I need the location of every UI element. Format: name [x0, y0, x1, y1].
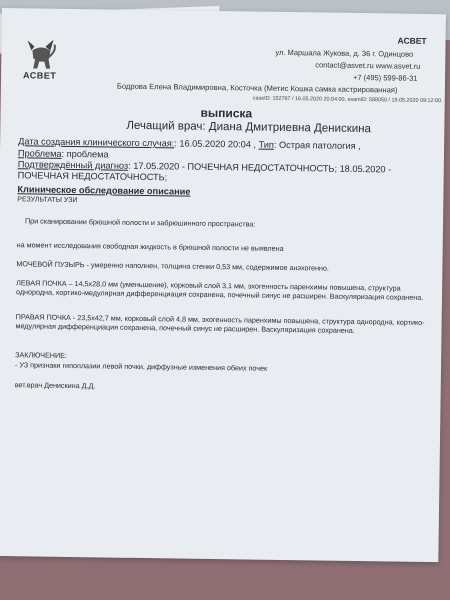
problem-line [18, 148, 109, 159]
conclusion-text: - УЗ признаки гипоплазии левой почки, диффузные изменения обеих почек [14, 360, 268, 373]
clinic-phone: +7 (495) 599-86-31 [353, 72, 418, 83]
signature: вет.врач Денискина Д.Д. [14, 380, 96, 391]
owner-pet-line: Бодрова Елена Владимировна, Косточка (Метис Кошка самка кастрированная) [116, 81, 398, 95]
problem-value: : проблема [61, 148, 109, 160]
right-kidney-finding: ПРАВАЯ ПОЧКА - 23,5x42,7 мм, корковый слой 4,8 мм, эхогенность паренхимы повышена, структура однородна, кортико-медулярная дифференциация сохранена, почечный синус не расширен. Васкуляризация сохранена. [15, 312, 425, 336]
problem-label: Проблема [17, 148, 62, 159]
free-fluid-finding: на момент исследования свободная жидкость в брюшной полости не выявлена [16, 240, 284, 253]
diagnosis-continuation: ПОЧЕЧНАЯ НЕДОСТАТОЧНОСТЬ; [17, 170, 168, 183]
type-label: Тип [258, 139, 274, 150]
diagnosis-value: : 17.05.2020 - ПОЧЕЧНАЯ НЕДОСТАТОЧНОСТЬ; 18.05.2020 - [128, 160, 392, 175]
document-sheet [0, 8, 446, 562]
section-title: Клиническое обследование описание [17, 184, 191, 197]
bladder-finding: МОЧЕВОЙ ПУЗЫРЬ - умеренно наполнен, толщина стенки 0,53 мм, содержимое анэхогенно. [16, 259, 329, 273]
document-title: выписка [200, 105, 253, 121]
clinic-address: ул. Маршала Жукова, д. 36 г. Одинцово [275, 47, 414, 59]
logo-text: АСВЕТ [22, 70, 57, 81]
conclusion-label: ЗАКЛЮЧЕНИЕ: [15, 350, 68, 360]
clinic-brand: АСВЕТ [397, 35, 427, 46]
type-value: : Острая патология , [273, 139, 361, 152]
left-kidney-finding: ЛЕВАЯ ПОЧКА – 14,5x28,0 мм (уменьшение), корковый слой 3,1 мм, эхогенность паренхимы повышена, структура однородна, кортико-медулярная дифференциация сохранена, почечный синус не расширен. Васкуляризация сохранена. [15, 278, 424, 303]
scan-intro: При сканировании брюшной полости и забрюшинного пространства: [24, 216, 256, 229]
diagnosis-label: Подтверждённый диагноз [17, 159, 129, 171]
case-created-label: Дата создания клинического случая: [18, 136, 175, 149]
clinic-contacts: contact@asvet.ru www.asvet.ru [315, 60, 421, 71]
results-label: РЕЗУЛЬТАТЫ УЗИ [17, 196, 78, 205]
attending-doctor: Лечащий врач: Диана Дмитриевна Денискина [126, 119, 372, 136]
case-ids: caseID: 152767 / 16.05.2020 20:04:00, examID: 588050 / 19.05.2020 09:12:00 [252, 95, 442, 105]
case-created-value: : 16.05.2020 20:04 , [174, 138, 257, 150]
